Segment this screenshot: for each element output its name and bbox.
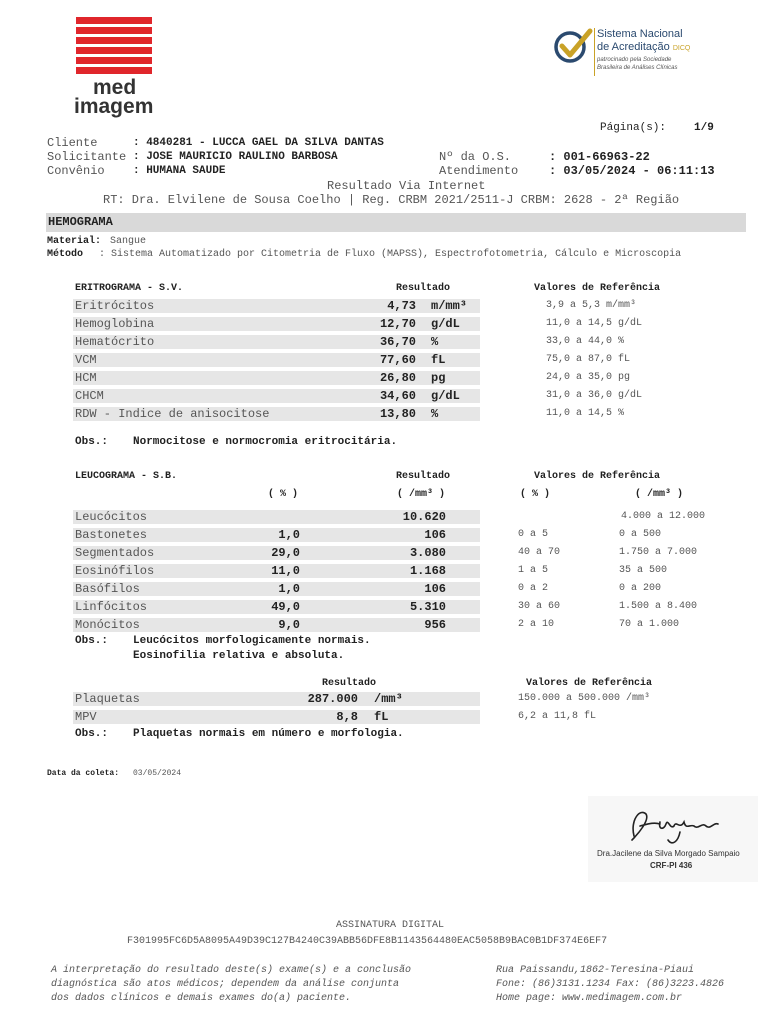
material-value: Sangue [110, 236, 147, 247]
solicitante-label: Solicitante [47, 150, 127, 164]
coleta-label: Data da coleta: [47, 769, 120, 778]
assinatura-digital-label: ASSINATURA DIGITAL [336, 920, 445, 931]
resultado-via-internet: Resultado Via Internet [327, 179, 486, 193]
leucograma-row-ref-abs: 1.750 a 7.000 [619, 547, 698, 558]
eritrograma-row-name: Hematócrito [75, 335, 155, 349]
leucograma-ref-pct: ( % ) [520, 489, 551, 500]
footer-disclaimer-line3: dos dados clínicos e demais exames do(a) paciente. [51, 993, 352, 1004]
leucograma-row-ref-pct: 0 a 2 [518, 583, 549, 594]
footer-disclaimer [51, 964, 411, 1006]
logo-text-med: med [93, 76, 137, 99]
section-title: HEMOGRAMA [48, 215, 113, 229]
eritrograma-row-value: 13,80 [379, 407, 416, 421]
leucograma-row-ref-pct: 2 a 10 [518, 619, 555, 630]
leucograma-row-ref-pct: 40 a 70 [518, 547, 561, 558]
leucograma-row-name: Leucócitos [75, 510, 148, 524]
os-value: : 001-66963-22 [549, 150, 650, 164]
coleta-value: 03/05/2024 [133, 769, 182, 778]
eritrograma-row-unit: g/dL [431, 317, 460, 331]
plaquetas-row-unit: fL [374, 710, 389, 724]
cliente-value: : 4840281 - LUCCA GAEL DA SILVA DANTAS [133, 137, 384, 149]
eritrograma-title: ERITROGRAMA - S.V. [75, 283, 184, 294]
leucograma-row-abs: 106 [424, 528, 446, 542]
leucograma-row-name: Bastonetes [75, 528, 148, 542]
plaquetas-row-value: 8,8 [336, 710, 358, 724]
leucograma-obs-line1: Leucócitos morfologicamente normais. [133, 635, 371, 647]
eritrograma-row-name: HCM [75, 371, 97, 385]
leucograma-row-abs: 3.080 [409, 546, 446, 560]
os-label: Nº da O.S. [439, 150, 512, 164]
footer-disclaimer-line2: diagnóstica são atos médicos; dependem da análise conjunta [51, 979, 400, 990]
solicitante-value: : JOSE MAURICIO RAULINO BARBOSA [133, 151, 338, 163]
eritrograma-row-ref: 3,9 a 5,3 m/mm³ [546, 300, 637, 311]
plaquetas-resultado-header: Resultado [322, 678, 377, 689]
leucograma-row-pct: 11,0 [271, 564, 300, 578]
page-label: Página(s): [600, 122, 667, 134]
leucograma-col-pct: ( % ) [268, 489, 299, 500]
leucograma-row-ref-pct: 1 a 5 [518, 565, 549, 576]
leucograma-row-name: Eosinófilos [75, 564, 155, 578]
metodo-label: Método [47, 249, 84, 260]
responsavel-tecnico: RT: Dra. Elvilene de Sousa Coelho | Reg. CRBM 2021/2511-J CRBM: 2628 - 2ª Região [103, 193, 680, 207]
eritrograma-row-unit: pg [431, 371, 446, 385]
eritrograma-row-unit: % [431, 407, 439, 421]
accreditation-title2: de Acreditação DICQ [597, 41, 691, 53]
accreditation-divider [594, 28, 595, 76]
eritrograma-row-value: 77,60 [379, 353, 416, 367]
convenio-value: : HUMANA SAUDE [133, 165, 226, 177]
eritrograma-ref-header: Valores de Referência [534, 283, 661, 294]
eritrograma-row-ref: 31,0 a 36,0 g/dL [546, 390, 643, 401]
footer-homepage: Home page: www.medimagem.com.br [496, 993, 683, 1004]
leucograma-row-ref-abs: 70 a 1.000 [619, 619, 680, 630]
logo-text-imagem: imagem [74, 95, 154, 118]
eritrograma-row-ref: 11,0 a 14,5 g/dL [546, 318, 643, 329]
leucograma-row-ref-pct: 0 a 5 [518, 529, 549, 540]
eritrograma-row-name: Hemoglobina [75, 317, 155, 331]
eritrograma-row-name: Eritrócitos [75, 299, 155, 313]
eritrograma-row-ref: 11,0 a 14,5 % [546, 408, 625, 419]
plaquetas-row-value: 287.000 [307, 692, 358, 706]
leucograma-row-ref-pct: 30 a 60 [518, 601, 561, 612]
table-row-shade [73, 389, 480, 403]
eritrograma-row-value: 4,73 [387, 299, 416, 313]
accreditation-title1: Sistema Nacional [597, 28, 683, 40]
leucograma-row-abs: 1.168 [409, 564, 446, 578]
leucograma-row-abs: 956 [424, 618, 446, 632]
metodo-value: : Sistema Automatizado por Citometria de Fluxo (MAPSS), Espectrofotometria, Cálculo e Microscopia [99, 249, 682, 260]
eritrograma-row-ref: 75,0 a 87,0 fL [546, 354, 631, 365]
atendimento-label: Atendimento [439, 164, 519, 178]
leucograma-row-ref-abs: 0 a 500 [619, 529, 662, 540]
leucograma-row-abs: 106 [424, 582, 446, 596]
footer-address: Rua Paissandu,1862-Teresina-Piaui [496, 965, 695, 976]
leucograma-row-name: Basófilos [75, 582, 140, 596]
table-row-shade [73, 371, 480, 385]
plaquetas-ref-header: Valores de Referência [526, 678, 653, 689]
plaquetas-row-name: Plaquetas [75, 692, 140, 706]
plaquetas-row-unit: /mm³ [374, 692, 403, 706]
check-seal-icon [552, 27, 594, 67]
accreditation-sub2: Brasileira de Análises Clínicas [597, 65, 678, 71]
leucograma-row-ref-abs: 4.000 a 12.000 [621, 511, 706, 522]
cliente-label: Cliente [47, 136, 98, 150]
logo-stripes [76, 17, 152, 81]
leucograma-col-abs: ( /mm³ ) [397, 489, 446, 500]
leucograma-row-ref-abs: 1.500 a 8.400 [619, 601, 698, 612]
leucograma-row-pct: 9,0 [278, 618, 300, 632]
eritrograma-row-value: 26,80 [379, 371, 416, 385]
eritrograma-row-unit: fL [431, 353, 446, 367]
eritrograma-row-ref: 33,0 a 44,0 % [546, 336, 625, 347]
leucograma-row-name: Linfócitos [75, 600, 148, 614]
page-number: 1/9 [694, 122, 714, 134]
atendimento-value: : 03/05/2024 - 06:11:13 [549, 164, 715, 178]
assinatura-digital-hash: F301995FC6D5A8095A49D39C127B4240C39ABB56DFE8B1143564480EAC5058B9BAC0B1DF374E6EF7 [127, 936, 608, 947]
plaquetas-obs: Plaquetas normais em número e morfologia. [133, 728, 404, 740]
leucograma-row-ref-abs: 0 a 200 [619, 583, 662, 594]
leucograma-title: LEUCOGRAMA - S.B. [75, 471, 178, 482]
leucograma-row-pct: 29,0 [271, 546, 300, 560]
material-label: Material: [47, 236, 102, 247]
eritrograma-row-value: 36,70 [379, 335, 416, 349]
plaquetas-row-ref: 150.000 a 500.000 /mm³ [518, 693, 651, 704]
footer-disclaimer-line1: A interpretação do resultado deste(s) exame(s) e a conclusão [51, 965, 412, 976]
eritrograma-row-unit: % [431, 335, 439, 349]
eritrograma-row-unit: m/mm³ [431, 299, 468, 313]
signature-crf: CRF-PI 436 [650, 861, 693, 870]
footer-contact [496, 964, 724, 1006]
leucograma-obs-label: Obs.: [75, 635, 109, 647]
leucograma-row-abs: 5.310 [409, 600, 446, 614]
eritrograma-row-unit: g/dL [431, 389, 460, 403]
handwritten-signature [620, 800, 730, 848]
section-title-bar [46, 213, 746, 232]
leucograma-row-abs: 10.620 [402, 510, 446, 524]
eritrograma-row-name: RDW - Indice de anisocitose [75, 407, 270, 421]
leucograma-obs-line2: Eosinofilia relativa e absoluta. [133, 650, 345, 662]
leucograma-ref-abs: ( /mm³ ) [635, 489, 684, 500]
plaquetas-row-ref: 6,2 a 11,8 fL [518, 711, 597, 722]
eritrograma-resultado-header: Resultado [396, 283, 451, 294]
eritrograma-obs-label: Obs.: [75, 436, 109, 448]
plaquetas-obs-label: Obs.: [75, 728, 109, 740]
leucograma-row-pct: 1,0 [278, 528, 300, 542]
convenio-label: Convênio [47, 164, 105, 178]
eritrograma-row-value: 34,60 [379, 389, 416, 403]
leucograma-ref-header: Valores de Referência [534, 471, 661, 482]
leucograma-row-pct: 49,0 [271, 600, 300, 614]
signature-name: Dra.Jacilene da Silva Morgado Sampaio [597, 849, 740, 858]
leucograma-row-name: Segmentados [75, 546, 155, 560]
eritrograma-row-value: 12,70 [379, 317, 416, 331]
leucograma-row-name: Monócitos [75, 618, 140, 632]
eritrograma-row-name: VCM [75, 353, 97, 367]
leucograma-row-pct: 1,0 [278, 582, 300, 596]
table-row-shade [73, 710, 480, 724]
leucograma-row-ref-abs: 35 a 500 [619, 565, 668, 576]
eritrograma-row-name: CHCM [75, 389, 104, 403]
table-row-shade [73, 353, 480, 367]
footer-phone: Fone: (86)3131.1234 Fax: (86)3223.4826 [496, 979, 725, 990]
eritrograma-obs: Normocitose e normocromia eritrocitária. [133, 436, 398, 448]
plaquetas-row-name: MPV [75, 710, 97, 724]
accreditation-sub1: patrocinado pela Sociedade [597, 57, 672, 63]
eritrograma-row-ref: 24,0 a 35,0 pg [546, 372, 631, 383]
leucograma-resultado-header: Resultado [396, 471, 451, 482]
